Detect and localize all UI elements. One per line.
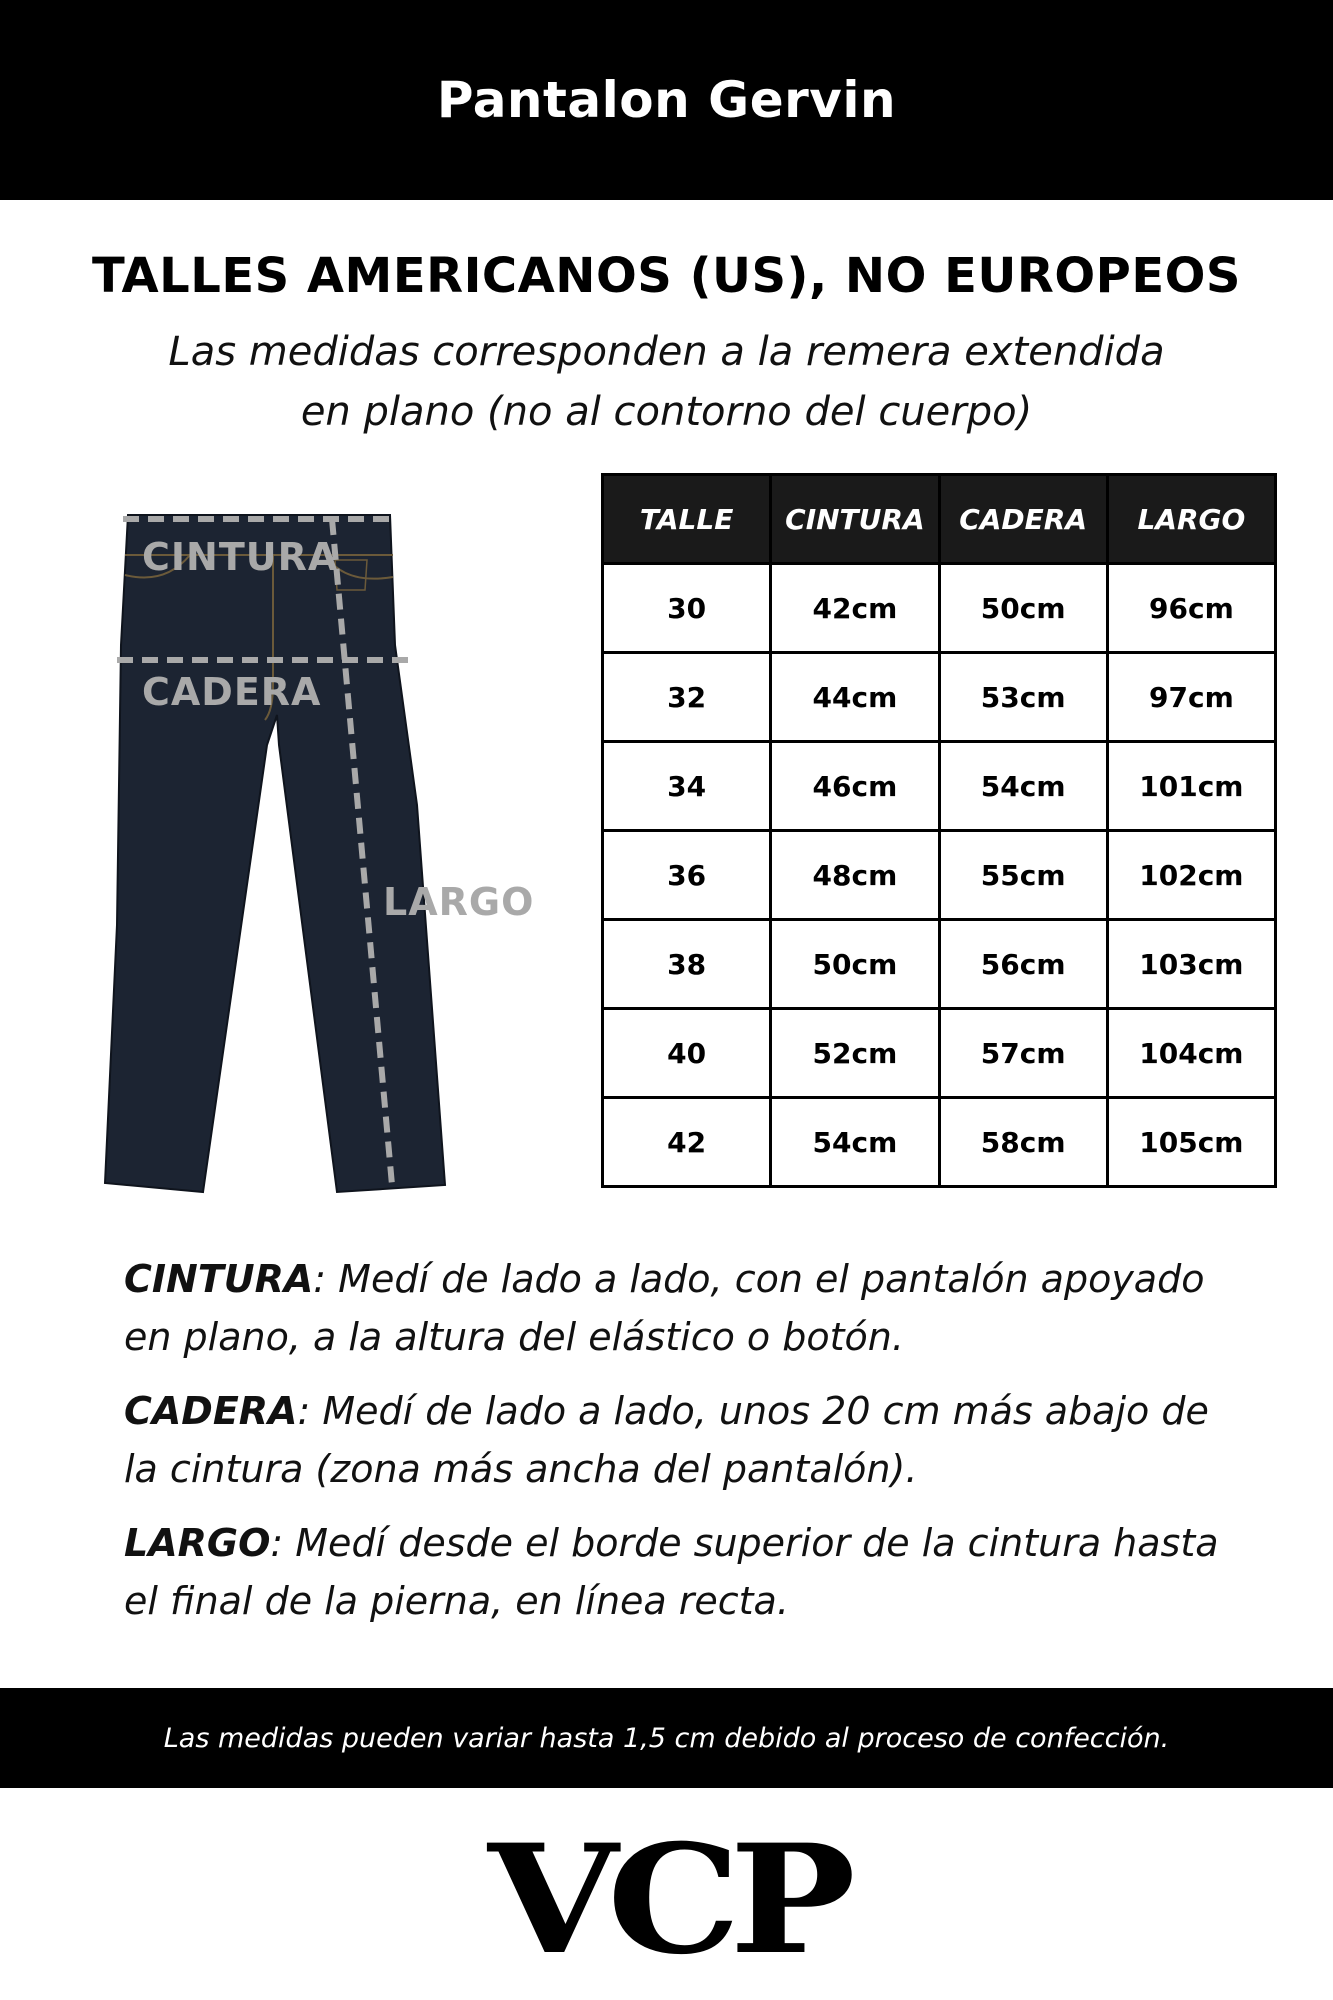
disclaimer-bar	[0, 1688, 1333, 1788]
cintura-cell: 52cm	[771, 1009, 939, 1098]
note-cadera	[124, 1382, 1244, 1498]
note-term: CADERA	[124, 1389, 298, 1433]
largo-cell: 102cm	[1107, 831, 1275, 920]
table-row	[603, 1009, 1276, 1098]
talle-cell: 42	[603, 1098, 771, 1187]
size-standard-headline: TALLES AMERICANOS (US), NO EUROPEOS	[92, 248, 1241, 304]
cadera-cell: 57cm	[939, 1009, 1107, 1098]
note-cintura	[124, 1250, 1244, 1366]
cintura-cell: 44cm	[771, 653, 939, 742]
column-header-talle: TALLE	[603, 475, 771, 564]
pants-silhouette	[105, 515, 445, 1192]
table-row	[603, 1098, 1276, 1187]
column-header-largo: LARGO	[1107, 475, 1275, 564]
cintura-cell: 50cm	[771, 920, 939, 1009]
note-text: : Medí de lado a lado, unos 20 cm más abajo de la cintura (zona más ancha del pantalón).	[124, 1389, 1209, 1491]
largo-cell: 103cm	[1107, 920, 1275, 1009]
largo-cell: 97cm	[1107, 653, 1275, 742]
talle-cell: 38	[603, 920, 771, 1009]
cadera-cell: 58cm	[939, 1098, 1107, 1187]
talle-cell: 30	[603, 564, 771, 653]
table-row	[603, 920, 1276, 1009]
largo-cell: 101cm	[1107, 742, 1275, 831]
note-text: : Medí de lado a lado, con el pantalón apoyado en plano, a la altura del elástico o botón.	[124, 1257, 1205, 1359]
largo-cell: 104cm	[1107, 1009, 1275, 1098]
cintura-cell: 46cm	[771, 742, 939, 831]
talle-cell: 40	[603, 1009, 771, 1098]
talle-cell: 36	[603, 831, 771, 920]
subtitle	[100, 322, 1233, 442]
brand-logo	[0, 1812, 1333, 1988]
talle-cell: 32	[603, 653, 771, 742]
subtitle-line-2: en plano (no al contorno del cuerpo)	[300, 389, 1033, 435]
subtitle-line-1: Las medidas corresponden a la remera extendida	[168, 329, 1165, 375]
measurement-notes	[124, 1250, 1244, 1646]
size-table	[601, 473, 1277, 1188]
cintura-cell: 42cm	[771, 564, 939, 653]
note-text: : Medí desde el borde superior de la cintura hasta el final de la pierna, en línea recta.	[124, 1521, 1219, 1623]
logo-text: VCP	[488, 1812, 845, 1988]
note-largo	[124, 1514, 1244, 1630]
page-title: Pantalon Gervin	[436, 71, 897, 129]
header-bar	[0, 0, 1333, 200]
cadera-cell: 54cm	[939, 742, 1107, 831]
largo-cell: 96cm	[1107, 564, 1275, 653]
table-header-row	[603, 475, 1276, 564]
cintura-diagram-label: CINTURA	[142, 535, 339, 579]
talle-cell: 34	[603, 742, 771, 831]
note-term: LARGO	[124, 1521, 271, 1565]
cadera-cell: 50cm	[939, 564, 1107, 653]
table-row	[603, 653, 1276, 742]
cadera-cell: 53cm	[939, 653, 1107, 742]
cadera-cell: 56cm	[939, 920, 1107, 1009]
largo-cell: 105cm	[1107, 1098, 1275, 1187]
cadera-diagram-label: CADERA	[142, 670, 322, 714]
table-row	[603, 742, 1276, 831]
disclaimer-text: Las medidas pueden variar hasta 1,5 cm debido al proceso de confección.	[163, 1722, 1170, 1754]
column-header-cintura: CINTURA	[771, 475, 939, 564]
table-row	[603, 564, 1276, 653]
note-term: CINTURA	[124, 1257, 314, 1301]
cintura-cell: 48cm	[771, 831, 939, 920]
column-header-cadera: CADERA	[939, 475, 1107, 564]
cadera-cell: 55cm	[939, 831, 1107, 920]
table-row	[603, 831, 1276, 920]
largo-diagram-label: LARGO	[383, 880, 535, 924]
pants-diagram	[95, 505, 450, 1195]
cintura-cell: 54cm	[771, 1098, 939, 1187]
